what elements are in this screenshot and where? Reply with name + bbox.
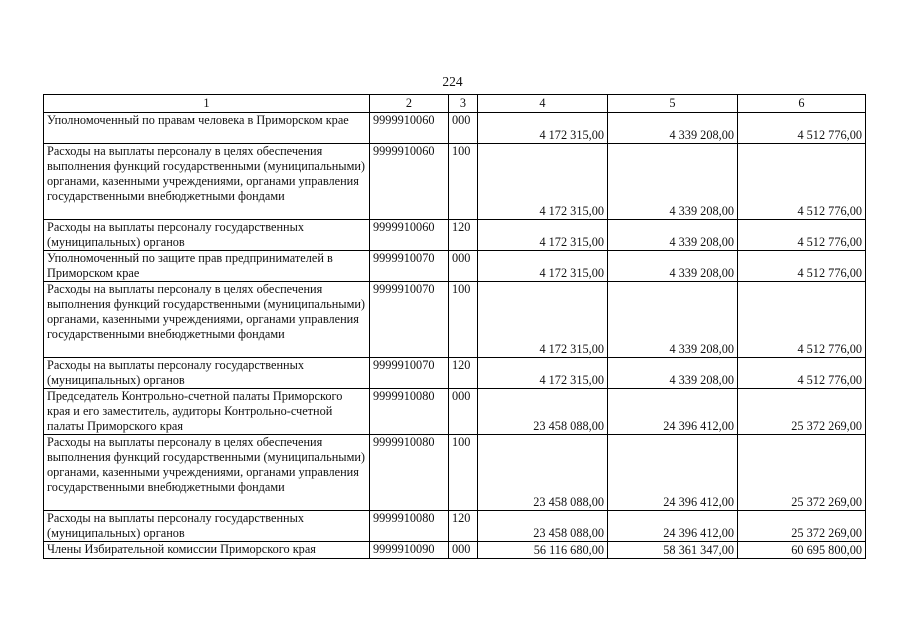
table-row — [44, 542, 866, 559]
row-vr: 120 — [449, 220, 478, 251]
header-cell: 2 — [370, 95, 449, 113]
row-code: 9999910060 — [370, 113, 449, 144]
row-value-6: 60 695 800,00 — [738, 542, 866, 559]
row-name: Расходы на выплаты персоналу государственных (муниципальных) органов — [44, 220, 370, 251]
row-value-6: 25 372 269,00 — [738, 511, 866, 542]
table-row — [44, 358, 866, 389]
row-value-4: 4 172 315,00 — [478, 282, 608, 358]
header-cell: 6 — [738, 95, 866, 113]
header-row — [44, 95, 866, 113]
table-row — [44, 144, 866, 220]
row-value-6: 4 512 776,00 — [738, 251, 866, 282]
row-vr: 100 — [449, 282, 478, 358]
row-value-5: 4 339 208,00 — [608, 358, 738, 389]
row-name: Расходы на выплаты персоналу в целях обеспечения выполнения функций государственными (муниципальными) органами, казенными учреждениями, органами управления государственными внебюджетными фондами — [44, 144, 370, 220]
table-row — [44, 282, 866, 358]
row-value-6: 4 512 776,00 — [738, 113, 866, 144]
row-value-4: 23 458 088,00 — [478, 435, 608, 511]
row-vr: 000 — [449, 251, 478, 282]
row-value-4: 56 116 680,00 — [478, 542, 608, 559]
row-value-5: 4 339 208,00 — [608, 220, 738, 251]
page-number: 224 — [442, 74, 463, 89]
row-name: Уполномоченный по защите прав предпринимателей в Приморском крае — [44, 251, 370, 282]
header-cell: 1 — [44, 95, 370, 113]
row-value-6: 4 512 776,00 — [738, 358, 866, 389]
row-value-4: 4 172 315,00 — [478, 113, 608, 144]
row-name: Члены Избирательной комиссии Приморского края — [44, 542, 370, 559]
row-code: 9999910070 — [370, 251, 449, 282]
header-cell: 4 — [478, 95, 608, 113]
row-name: Расходы на выплаты персоналу в целях обеспечения выполнения функций государственными (муниципальными) органами, казенными учреждениями, органами управления государственными внебюджетными фондами — [44, 282, 370, 358]
row-value-4: 4 172 315,00 — [478, 358, 608, 389]
row-value-5: 24 396 412,00 — [608, 389, 738, 435]
row-name: Расходы на выплаты персоналу в целях обеспечения выполнения функций государственными (муниципальными) органами, казенными учреждениями, органами управления государственными внебюджетными фондами — [44, 435, 370, 511]
table-row — [44, 113, 866, 144]
row-value-5: 24 396 412,00 — [608, 435, 738, 511]
row-value-4: 23 458 088,00 — [478, 511, 608, 542]
header-cell: 5 — [608, 95, 738, 113]
row-value-5: 4 339 208,00 — [608, 113, 738, 144]
row-code: 9999910080 — [370, 435, 449, 511]
row-code: 9999910060 — [370, 144, 449, 220]
row-value-5: 4 339 208,00 — [608, 144, 738, 220]
table-row — [44, 511, 866, 542]
table-row — [44, 435, 866, 511]
row-value-4: 4 172 315,00 — [478, 251, 608, 282]
budget-table — [43, 94, 866, 559]
row-value-6: 25 372 269,00 — [738, 435, 866, 511]
row-vr: 120 — [449, 358, 478, 389]
row-name: Уполномоченный по правам человека в Приморском крае — [44, 113, 370, 144]
row-value-5: 58 361 347,00 — [608, 542, 738, 559]
row-vr: 120 — [449, 511, 478, 542]
row-value-6: 4 512 776,00 — [738, 144, 866, 220]
row-name: Расходы на выплаты персоналу государственных (муниципальных) органов — [44, 511, 370, 542]
row-value-5: 4 339 208,00 — [608, 251, 738, 282]
row-value-5: 24 396 412,00 — [608, 511, 738, 542]
row-vr: 100 — [449, 144, 478, 220]
row-name: Расходы на выплаты персоналу государственных (муниципальных) органов — [44, 358, 370, 389]
row-vr: 000 — [449, 113, 478, 144]
table-row — [44, 220, 866, 251]
table-row — [44, 251, 866, 282]
row-value-6: 25 372 269,00 — [738, 389, 866, 435]
row-value-4: 23 458 088,00 — [478, 389, 608, 435]
table-row — [44, 389, 866, 435]
row-name: Председатель Контрольно-счетной палаты Приморского края и его заместитель, аудиторы Контрольно-счетной палаты Приморского края — [44, 389, 370, 435]
row-value-6: 4 512 776,00 — [738, 220, 866, 251]
row-code: 9999910080 — [370, 389, 449, 435]
row-code: 9999910080 — [370, 511, 449, 542]
row-code: 9999910060 — [370, 220, 449, 251]
header-cell: 3 — [449, 95, 478, 113]
row-value-6: 4 512 776,00 — [738, 282, 866, 358]
row-vr: 000 — [449, 389, 478, 435]
row-value-4: 4 172 315,00 — [478, 144, 608, 220]
row-vr: 000 — [449, 542, 478, 559]
row-value-4: 4 172 315,00 — [478, 220, 608, 251]
row-value-5: 4 339 208,00 — [608, 282, 738, 358]
row-code: 9999910070 — [370, 358, 449, 389]
row-code: 9999910070 — [370, 282, 449, 358]
row-code: 9999910090 — [370, 542, 449, 559]
row-vr: 100 — [449, 435, 478, 511]
